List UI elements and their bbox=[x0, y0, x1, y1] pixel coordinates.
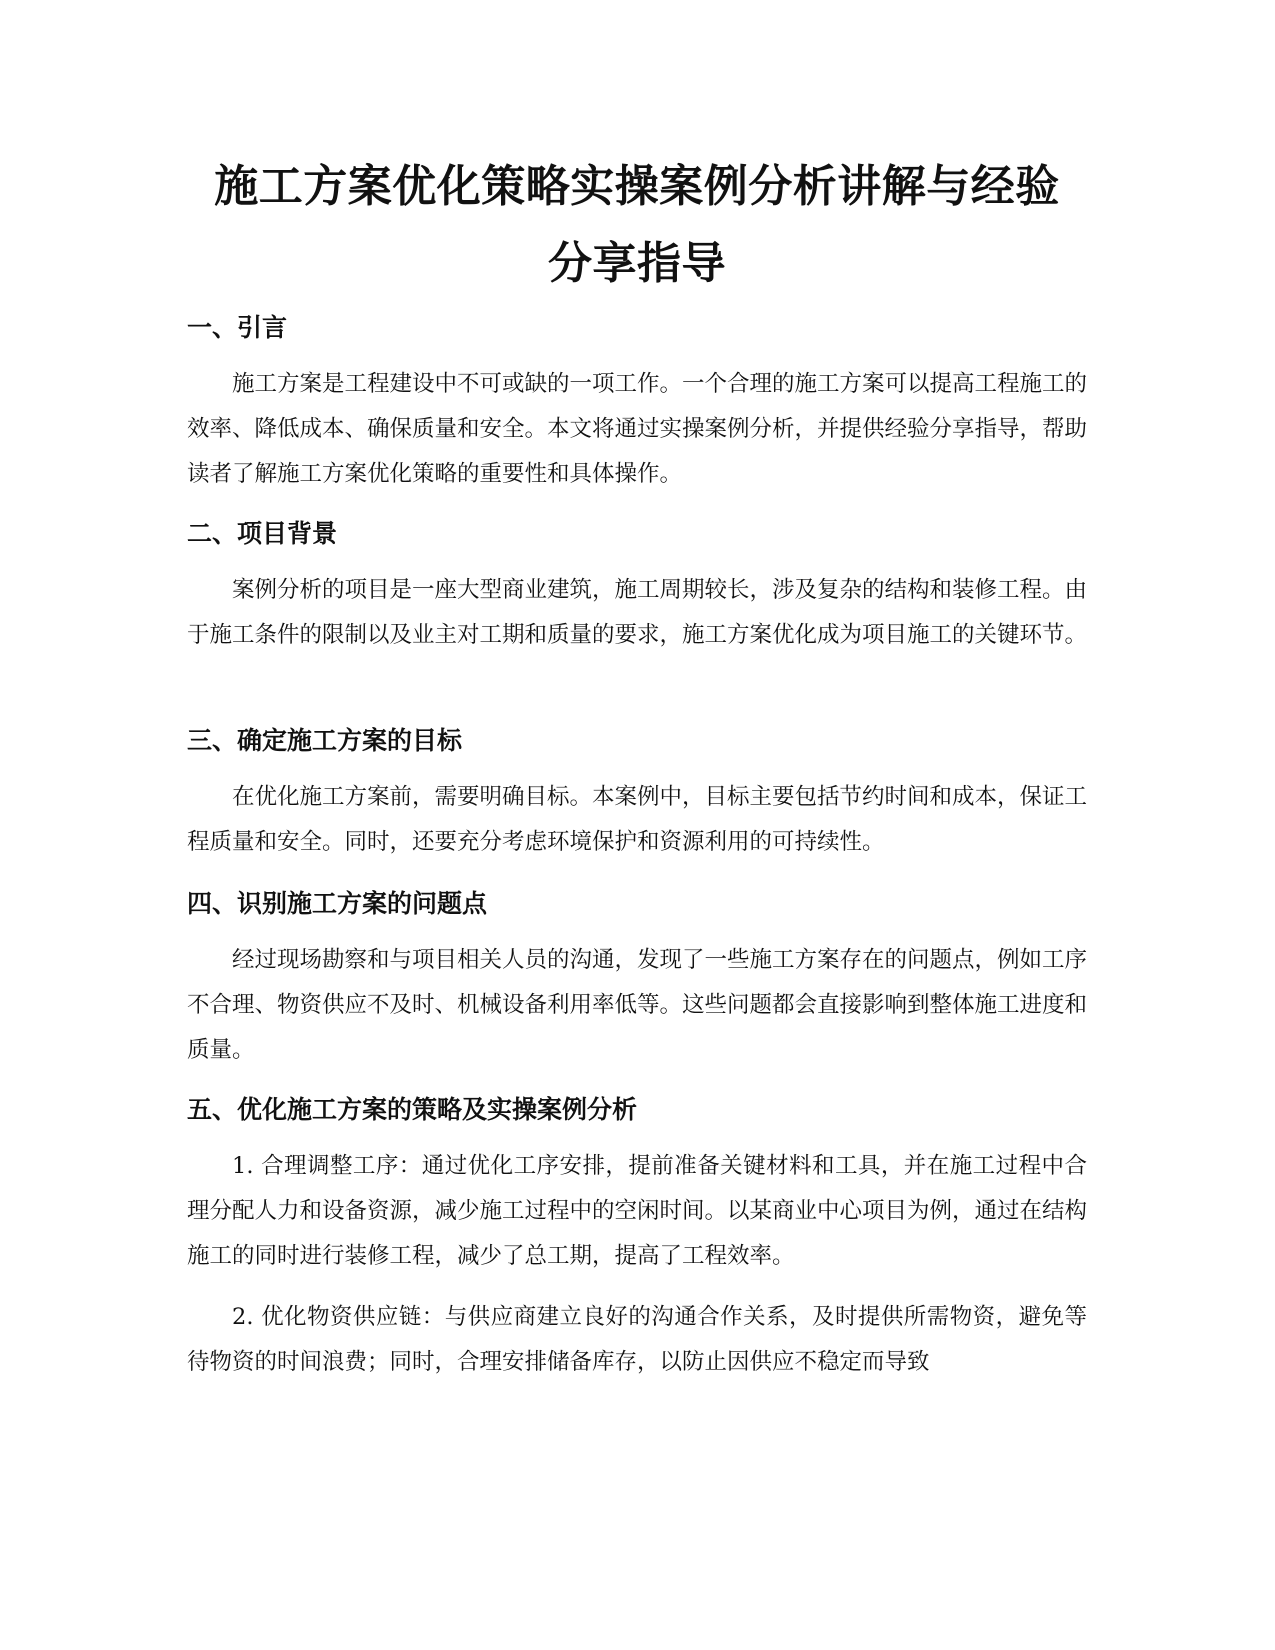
section-heading: 五、优化施工方案的策略及实操案例分析 bbox=[187, 1095, 638, 1124]
title-line-1: 施工方案优化策略实操案例分析讲解与经验 bbox=[214, 161, 1060, 212]
section-problems bbox=[187, 886, 1087, 1073]
section-paragraph: 在优化施工方案前，需要明确目标。本案例中，目标主要包括节约时间和成本，保证工程质量和安全。同时，还要充分考虑环境保护和资源利用的可持续性。 bbox=[187, 784, 1088, 855]
document-title bbox=[187, 148, 1087, 302]
section-heading: 二、项目背景 bbox=[187, 519, 338, 548]
section-heading: 四、识别施工方案的问题点 bbox=[187, 889, 488, 918]
section-goals bbox=[187, 723, 1087, 865]
section-heading: 三、确定施工方案的目标 bbox=[187, 726, 463, 755]
section-introduction bbox=[187, 310, 1087, 497]
section-paragraph: 施工方案是工程建设中不可或缺的一项工作。一个合理的施工方案可以提高工程施工的效率、降低成本、确保质量和安全。本文将通过实操案例分析，并提供经验分享指导，帮助读者了解施工方案优化策略的重要性和具体操作。 bbox=[187, 371, 1088, 487]
section-project-background bbox=[187, 516, 1087, 658]
section-paragraph: 经过现场勘察和与项目相关人员的沟通，发现了一些施工方案存在的问题点，例如工序不合理、物资供应不及时、机械设备利用率低等。这些问题都会直接影响到整体施工进度和质量。 bbox=[187, 947, 1088, 1063]
section-heading: 一、引言 bbox=[187, 313, 288, 342]
title-line-2: 分享指导 bbox=[548, 238, 726, 289]
section-paragraph: 案例分析的项目是一座大型商业建筑，施工周期较长，涉及复杂的结构和装修工程。由于施工条件的限制以及业主对工期和质量的要求，施工方案优化成为项目施工的关键环节。 bbox=[187, 577, 1088, 648]
section-strategies bbox=[187, 1092, 1087, 1385]
section-paragraph: 1. 合理调整工序：通过优化工序安排，提前准备关键材料和工具，并在施工过程中合理分配人力和设备资源，减少施工过程中的空闲时间。以某商业中心项目为例，通过在结构施工的同时进行装修工程，减少了总工期，提高了工程效率。 bbox=[187, 1153, 1088, 1269]
section-paragraph: 2. 优化物资供应链：与供应商建立良好的沟通合作关系，及时提供所需物资，避免等待物资的时间浪费；同时，合理安排储备库存，以防止因供应不稳定而导致 bbox=[187, 1304, 1087, 1375]
